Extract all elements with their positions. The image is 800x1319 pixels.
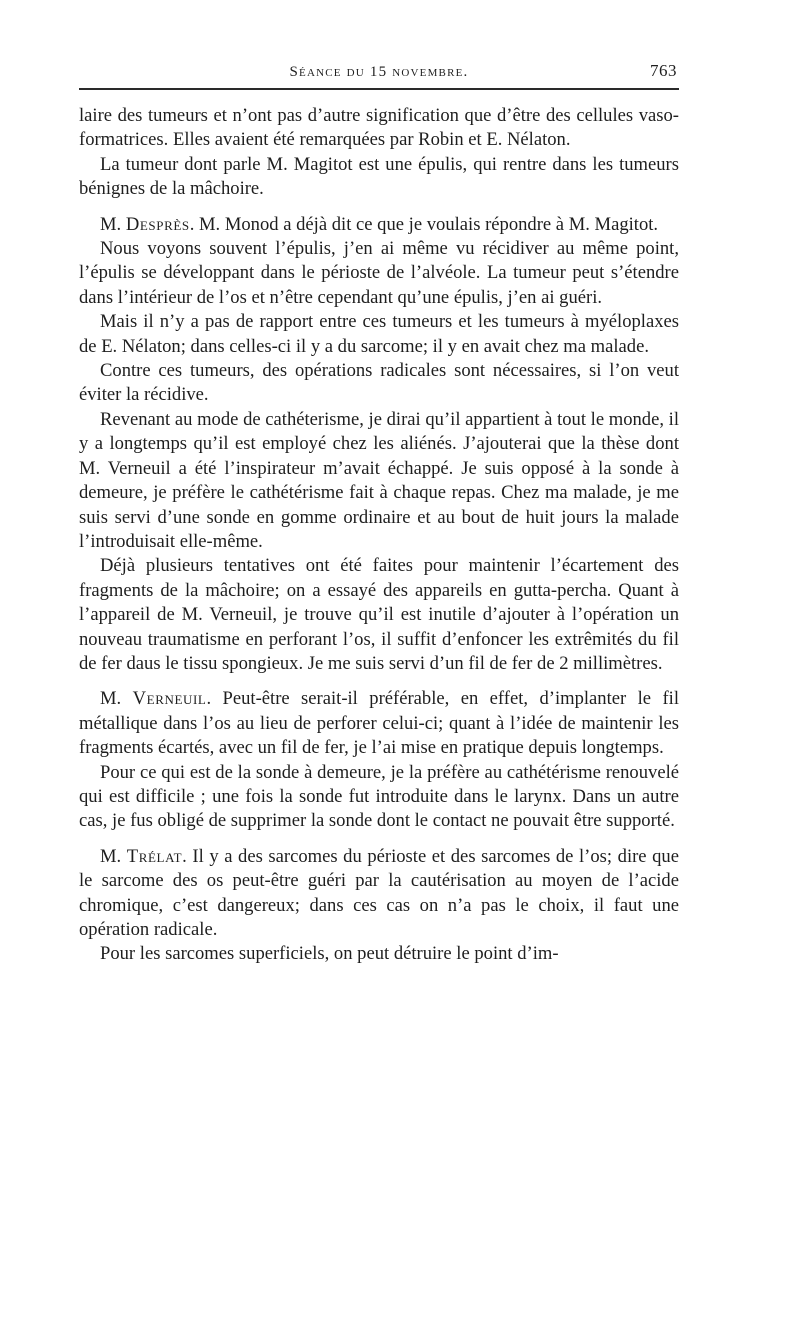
paragraph: La tumeur dont parle M. Magitot est une épulis, qui rentre dans les tumeurs bénignes de la mâchoire. bbox=[79, 153, 679, 200]
speaker-prefix: M. bbox=[100, 688, 122, 710]
paragraph: Mais il n’y a pas de rapport entre ces tumeurs et les tumeurs à myéloplaxes de E. Nélaton; dans celles-ci il y a du sarcome; il y en avait chez ma malade. bbox=[79, 311, 679, 357]
speaker-name: Trélat bbox=[126, 845, 183, 867]
speaker-paragraph bbox=[79, 213, 679, 237]
speaker-text: . Il y a des sarcomes du périoste et des sarcomes de l’os; dire que le sarcome des os peut-être guéri par la cautérisation au moyen de l’acide chromique, c’est dangereux; dans ces cas on n’a pas le choix, il faut une opération radicale. bbox=[79, 845, 679, 940]
speaker-paragraph bbox=[79, 845, 679, 943]
paragraph: laire des tumeurs et n’ont pas d’autre signification que d’être des cellules vaso-formatrices. Elles avaient été remarquées par Robin et E. Nélaton. bbox=[79, 105, 679, 151]
paragraph: Pour ce qui est de la sonde à demeure, je la préfère au cathétérisme renouvelé qui est difficile ; une fois la sonde fut introduite dans le larynx. Dans un autre cas, je fus obligé de supprimer la sonde dont le contact ne pouvait être supporté. bbox=[79, 761, 679, 832]
book-page bbox=[79, 58, 679, 967]
speaker-name: Desprès bbox=[125, 213, 190, 235]
paragraph: Nous voyons souvent l’épulis, j’en ai même vu récidiver au même point, l’épulis se développant dans le périoste de l’alvéole. La tumeur peut s’étendre dans l’intérieur de l’os et n’être cependant qu’une épulis, j’en ai guéri. bbox=[79, 238, 679, 308]
running-header bbox=[79, 58, 679, 88]
paragraph: Déjà plusieurs tentatives ont été faites pour maintenir l’écartement des fragments de la mâchoire; on a essayé des appareils en gutta-percha. Quant à l’appareil de M. Verneuil, je trouve qu’il est inutile d’ajouter à l’opération un nouveau traumatisme en perforant l’os, il suffit d’enfoncer les extrêmités du fil de fer daus le tissu spongieux. Je me suis servi d’un fil de fer de 2 millimètres. bbox=[79, 555, 679, 674]
speaker-paragraph bbox=[79, 687, 679, 760]
page-number: 763 bbox=[650, 61, 677, 80]
paragraph: Pour les sarcomes superficiels, on peut détruire le point d’im- bbox=[100, 943, 559, 965]
paragraph: Revenant au mode de cathéterisme, je dirai qu’il appartient à tout le monde, il y a longtemps qu’il est employé chez les aliénés. J’ajouterai que la thèse dont M. Verneuil a été l’inspirateur m’avait échappé. Je suis opposé à la sonde à demeure, je préfère le cathétérisme fait à chaque repas. Chez ma malade, je me suis servi d’une sonde en gomme ordinaire et au bout de huit jours la malade l’introduisait elle-même. bbox=[79, 408, 679, 552]
header-rule bbox=[79, 88, 679, 90]
speaker-prefix: M. bbox=[100, 845, 122, 867]
speaker-text: . Peut-être serait-il préférable, en effet, d’implanter le fil métallique dans l’os au lieu de perforer celui-ci; quant à l’idée de maintenir les fragments écartés, avec un fil de fer, je l’ai mise en pratique depuis longtemps. bbox=[79, 688, 679, 759]
running-title: Séance du 15 novembre. bbox=[289, 64, 469, 80]
speaker-prefix: M. bbox=[100, 213, 122, 235]
paragraph: Contre ces tumeurs, des opérations radicales sont nécessaires, si l’on veut éviter la récidive. bbox=[79, 360, 679, 406]
body-text bbox=[79, 104, 679, 967]
speaker-text: . M. Monod a déjà dit ce que je voulais répondre à M. Magitot. bbox=[189, 213, 659, 235]
speaker-name: Verneuil bbox=[132, 688, 207, 710]
